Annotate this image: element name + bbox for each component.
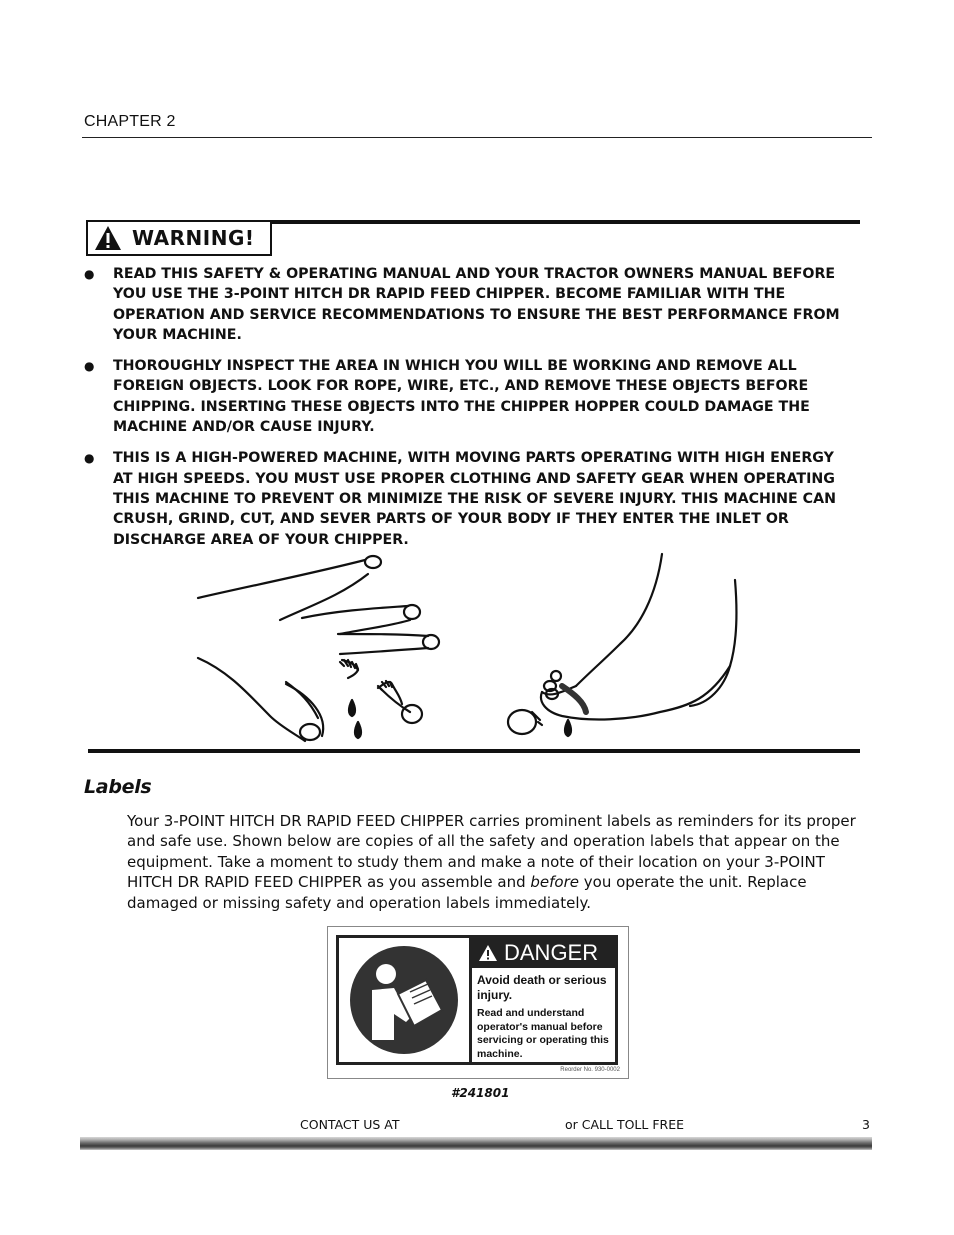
read-manual-icon [348,944,460,1056]
injury-illustration [190,536,762,746]
warning-item-text: READ THIS SAFETY & OPERATING MANUAL AND YOUR TRACTOR OWNERS MANUAL BEFORE YOU USE THE 3-POINT HITCH DR RAPID FEED CHIPPER. BECOME FAMILIAR WITH THE OPERATION AND SERVICE RECOMMENDATIONS TO ENSURE THE BEST PERFORMANCE FROM YOUR MACHINE. [113,266,840,343]
chapter-rule [82,137,872,138]
footer-call: or CALL TOLL FREE [565,1117,684,1132]
labels-heading: Labels [84,776,152,798]
bullet-icon: ● [84,267,95,281]
read-manual-pictogram [339,938,472,1062]
warning-item [84,264,844,345]
footer-contact: CONTACT US AT [300,1117,400,1132]
page-number: 3 [862,1117,870,1132]
danger-text-panel [472,938,615,1062]
danger-label-frame [336,935,618,1065]
foot-illustration [508,554,736,736]
labels-paragraph-emphasis: before [530,873,579,892]
warning-bottom-rule [88,749,860,753]
danger-alert-icon [478,944,498,962]
danger-header [472,938,615,968]
label-caption: #241801 [451,1086,510,1100]
warning-list [84,264,844,561]
bullet-icon: ● [84,451,95,466]
labels-paragraph-text-end: you operate the unit. Replace damaged or missing safety and operation labels immediately. [127,873,807,912]
danger-label-image [327,926,629,1079]
labels-paragraph-text: Your 3-POINT HITCH DR RAPID FEED CHIPPER carries prominent labels as reminders for its proper and safe use. Shown below are copies of all the safety and operation labels that appear on the equipment. Take a moment to study them and make a note of their location on your 3-POINT HITCH DR RAPID FEED CHIPPER as you assemble and [127,812,856,892]
chapter-heading: CHAPTER 2 [84,113,176,130]
labels-paragraph [127,811,857,913]
bullet-icon: ● [84,359,95,374]
danger-line-2: Read and understand operator's manual before servicing or operating this machine. [477,1007,609,1060]
warning-item [84,356,844,437]
reorder-number: Reorder No. 930-0002 [560,1067,620,1073]
warning-badge [86,222,272,256]
warning-item-text: THOROUGHLY INSPECT THE AREA IN WHICH YOU WILL BE WORKING AND REMOVE ALL FOREIGN OBJECTS. LOOK FOR ROPE, WIRE, ETC., AND REMOVE THESE OBJECTS BEFORE CHIPPING. INSERTING THESE OBJECTS INTO THE CHIPPER HOPPER COULD DAMAGE THE MACHINE AND/OR CAUSE INJURY. [113,358,810,436]
warning-triangle-icon [88,222,128,254]
warning-item-text: THIS IS A HIGH-POWERED MACHINE, WITH MOVING PARTS OPERATING WITH HIGH ENERGY AT HIGH SPEEDS. YOU MUST USE PROPER CLOTHING AND SAFETY GEAR WHEN OPERATING THIS MACHINE TO PREVENT OR MINIMIZE THE RISK OF SEVERE INJURY. THIS MACHINE CAN CRUSH, GRIND, CUT, AND SEVER PARTS OF YOUR BODY IF THEY ENTER THE INLET OR DISCHARGE AREA OF YOUR CHIPPER. [113,450,836,548]
hand-illustration [198,556,439,741]
footer-bar [80,1137,872,1150]
danger-title: DANGER [504,940,599,965]
warning-item [84,448,844,549]
warning-label: WARNING! [132,226,255,250]
danger-line-1: Avoid death or serious injury. [477,973,607,1002]
